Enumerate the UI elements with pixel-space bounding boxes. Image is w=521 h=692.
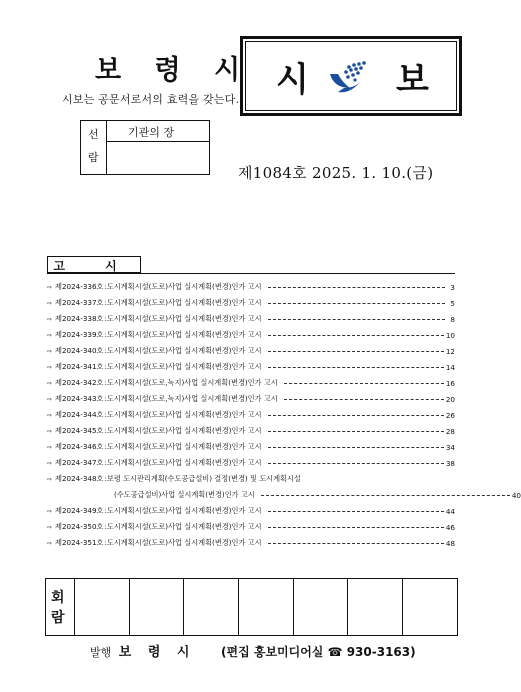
- circulation-divider: [402, 578, 403, 636]
- toc-notice-number: 제2024-336호: [55, 282, 104, 291]
- toc-page-number: 44: [445, 506, 455, 516]
- toc-title: :도시계획시설(도로)사업 실시계획(변경)인가 고시: [104, 282, 262, 291]
- toc-page-number: 10: [445, 330, 455, 340]
- toc-row[interactable]: [47, 328, 455, 342]
- toc-row[interactable]: [47, 344, 455, 358]
- toc-leader: [268, 463, 444, 464]
- circulation-divider: [238, 578, 239, 636]
- toc-title: :도시계획시설(도로)사업 실시계획(변경)인가 고시: [104, 458, 262, 467]
- circulation-divider: [347, 578, 348, 636]
- circulation-divider: [183, 578, 184, 636]
- toc-row[interactable]: [47, 408, 455, 422]
- toc-row[interactable]: [47, 360, 455, 374]
- toc-page-number: 12: [445, 346, 455, 356]
- toc-bullet-icon: ⇨: [47, 459, 53, 467]
- notice-heading: 고 시: [53, 259, 135, 273]
- signoff-label: 선: [88, 128, 99, 141]
- toc-row[interactable]: [47, 280, 455, 294]
- circulation-divider: [129, 578, 130, 636]
- circulation-label: 람: [51, 610, 65, 626]
- toc-leader: [268, 287, 445, 288]
- toc-leader: [268, 431, 444, 432]
- toc-leader: [268, 319, 445, 320]
- toc-notice-number: 제2024-348호: [55, 474, 104, 483]
- toc-leader: [268, 543, 444, 544]
- toc-notice-number: 제2024-349호: [55, 506, 104, 515]
- toc-bullet-icon: ⇨: [47, 443, 53, 451]
- toc-title: :도시계획시설(도로)사업 실시계획(변경)인가 고시: [104, 314, 262, 323]
- toc-title: :도시계획시설(도로)사업 실시계획(변경)인가 고시: [104, 410, 262, 419]
- editor-contact: (편집 홍보미디어실 ☎ 930-3163): [221, 645, 416, 659]
- toc-leader: [268, 527, 444, 528]
- toc-title: :도시계획시설(도로)사업 실시계획(변경)인가 고시: [104, 346, 262, 355]
- toc-notice-number: 제2024-344호: [55, 410, 104, 419]
- toc-leader: [268, 367, 444, 368]
- toc-bullet-icon: ⇨: [47, 331, 53, 339]
- toc-bullet-icon: ⇨: [47, 475, 53, 483]
- toc-bullet-icon: ⇨: [47, 411, 53, 419]
- toc-page-number: 46: [445, 522, 455, 532]
- toc-page-number: 20: [445, 394, 455, 404]
- toc-leader: [268, 351, 444, 352]
- toc-title: (수도공급설비)사업 실시계획(변경)인가 고시: [114, 490, 255, 499]
- publisher-city: 보 령 시: [118, 645, 196, 660]
- toc-title: :도시계획시설(도로)사업 실시계획(변경)인가 고시: [104, 506, 262, 515]
- city-title: 보 령 시: [95, 55, 253, 86]
- toc-leader: [268, 415, 444, 416]
- toc-notice-number: 제2024-339호: [55, 330, 104, 339]
- circulation-label: 회: [51, 590, 65, 606]
- signoff-label: 람: [88, 151, 99, 164]
- issue-number-date: 제1084호 2025. 1. 10.(금): [238, 164, 434, 182]
- toc-bullet-icon: ⇨: [47, 299, 53, 307]
- toc-bullet-icon: ⇨: [47, 427, 53, 435]
- toc-title: :도시계획시설(도로)사업 실시계획(변경)인가 고시: [104, 362, 262, 371]
- toc-row[interactable]: [47, 424, 455, 438]
- toc-page-number: 8: [450, 314, 455, 324]
- toc-row[interactable]: [47, 504, 455, 518]
- publisher-footer: [90, 641, 416, 660]
- toc-page-number: 34: [445, 442, 455, 452]
- boryeong-city-logo-icon: [324, 58, 374, 100]
- toc-row[interactable]: [47, 392, 455, 406]
- bulletin-subtitle: 시보는 공문서로서의 효력을 갖는다.: [62, 93, 240, 106]
- toc-notice-number: 제2024-351호: [55, 538, 104, 547]
- toc-bullet-icon: ⇨: [47, 523, 53, 531]
- toc-row[interactable]: [47, 296, 455, 310]
- circulation-divider: [293, 578, 294, 636]
- toc-page-number: 28: [445, 426, 455, 436]
- toc-page-number: 40: [511, 490, 521, 500]
- toc-page-number: 48: [445, 538, 455, 548]
- toc-page-number: 38: [445, 458, 455, 468]
- toc-title: :도시계획시설(도로,녹지)사업 실시계획(변경)인가 고시: [104, 394, 278, 403]
- toc-row[interactable]: [47, 456, 455, 470]
- toc-notice-number: 제2024-342호: [55, 378, 104, 387]
- toc-leader: [284, 399, 444, 400]
- toc-leader: [284, 383, 444, 384]
- toc-bullet-icon: ⇨: [47, 363, 53, 371]
- toc-bullet-icon: ⇨: [47, 283, 53, 291]
- masthead-left-char: 시: [276, 60, 309, 100]
- toc-title: :도시계획시설(도로)사업 실시계획(변경)인가 고시: [104, 330, 262, 339]
- toc-row[interactable]: [47, 520, 455, 534]
- toc-leader: [268, 335, 444, 336]
- toc-title: :도시계획시설(도로)사업 실시계획(변경)인가 고시: [104, 426, 262, 435]
- toc-notice-number: 제2024-343호: [55, 394, 104, 403]
- toc-bullet-icon: ⇨: [47, 539, 53, 547]
- toc-row[interactable]: [47, 376, 455, 390]
- toc-bullet-icon: ⇨: [47, 315, 53, 323]
- toc-leader: [268, 511, 444, 512]
- toc-bullet-icon: ⇨: [47, 347, 53, 355]
- toc-row[interactable]: [47, 472, 455, 486]
- toc-bullet-icon: ⇨: [47, 395, 53, 403]
- toc-notice-number: 제2024-347호: [55, 458, 104, 467]
- toc-notice-number: 제2024-346호: [55, 442, 104, 451]
- toc-notice-number: 제2024-337호: [55, 298, 104, 307]
- toc-notice-number: 제2024-345호: [55, 426, 104, 435]
- toc-row[interactable]: [47, 440, 455, 454]
- toc-title: :도시계획시설(도로,녹지)사업 실시계획(변경)인가 고시: [104, 378, 278, 387]
- toc-bullet-icon: ⇨: [47, 379, 53, 387]
- toc-notice-number: 제2024-350호: [55, 522, 104, 531]
- signoff-row-divider: [107, 141, 210, 142]
- toc-page-number: 16: [445, 378, 455, 388]
- toc-leader: [268, 447, 444, 448]
- toc-title: :도시계획시설(도로)사업 실시계획(변경)인가 고시: [104, 538, 262, 547]
- signoff-head-label: 기관의 장: [128, 126, 175, 139]
- toc-notice-number: 제2024-341호: [55, 362, 104, 371]
- toc-title: :도시계획시설(도로)사업 실시계획(변경)인가 고시: [104, 442, 262, 451]
- masthead-right-char: 보: [396, 60, 429, 100]
- publisher-label: 발행: [90, 646, 112, 659]
- toc-bullet-icon: ⇨: [47, 507, 53, 515]
- toc-row[interactable]: [47, 536, 455, 550]
- toc-page-number: 14: [445, 362, 455, 372]
- toc-notice-number: 제2024-338호: [55, 314, 104, 323]
- circulation-table: [45, 578, 458, 636]
- circulation-divider: [74, 578, 75, 636]
- toc-row[interactable]: [47, 488, 521, 502]
- toc-page-number: 3: [450, 282, 455, 292]
- notice-heading-rule: [47, 273, 455, 274]
- toc-leader: [268, 303, 445, 304]
- toc-leader: [261, 495, 510, 496]
- toc-page-number: 26: [445, 410, 455, 420]
- toc-title: :보령 도시관리계획(수도공급설비) 결정(변경) 및 도시계획시설: [104, 474, 301, 483]
- toc-title: :도시계획시설(도로)사업 실시계획(변경)인가 고시: [104, 298, 262, 307]
- toc-title: :도시계획시설(도로)사업 실시계획(변경)인가 고시: [104, 522, 262, 531]
- toc-row[interactable]: [47, 312, 455, 326]
- toc-notice-number: 제2024-340호: [55, 346, 104, 355]
- toc-page-number: 5: [450, 298, 455, 308]
